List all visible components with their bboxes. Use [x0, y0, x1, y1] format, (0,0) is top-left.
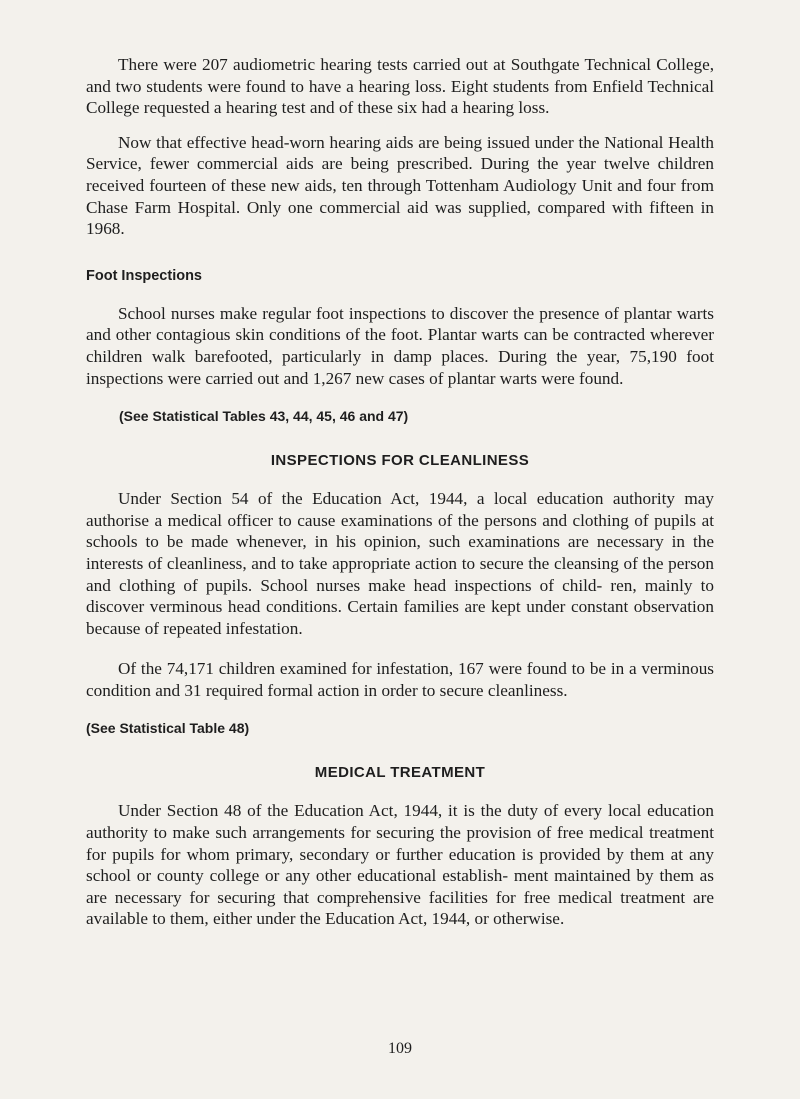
paragraph-audiometric-tests: There were 207 audiometric hearing tests carried out at Southgate Technical College, and two students were found to have a hearing loss. Eight students from Enfield Technical College requested a hearing test and of these six had a hearing loss. [86, 55, 714, 118]
paragraph-cleanliness-section-54: Under Section 54 of the Education Act, 1944, a local education authority may authorise a medical officer to cause examinations of the persons and clothing of pupils at schools to be made whenever, in his opinion, such examinations are necessary in the interests of cleanliness, and to take appropriate action to secure the cleansing of the person and clothing of pupils. School nurses make head inspections of child- ren, mainly to discover verminous head conditions. Certain families are kept under constant observation because of repeated infestation. [86, 489, 714, 638]
cleanliness-reference: (See Statistical Table 48) [86, 720, 250, 737]
foot-inspections-heading: Foot Inspections [86, 267, 202, 284]
cleanliness-heading: INSPECTIONS FOR CLEANLINESS [270, 452, 530, 470]
page-number: 109 [388, 1040, 412, 1057]
foot-inspections-reference: (See Statistical Tables 43, 44, 45, 46 and 47) [119, 408, 409, 425]
paragraph-hearing-aids: Now that effective head-worn hearing aids are being issued under the National Health Service, fewer commercial aids are being prescribed. During the year twelve children received fourteen of these new aids, ten through Tottenham Audiology Unit and four from Chase Farm Hospital. Only one commercial aid was supplied, compared with fifteen in 1968. [86, 132, 714, 239]
paragraph-medical-treatment: Under Section 48 of the Education Act, 1944, it is the duty of every local education authority to make such arrangements for securing the provision of free medical treatment for pupils for whom primary, secondary or further education is provided by them at any school or county college or any other educational establish- ment maintained by them as are necessary for securing that comprehensive facilities for free medical treatment are available to them, either under the Education Act, 1944, or otherwise. [86, 801, 714, 929]
paragraph-infestation-results: Of the 74,171 children examined for infestation, 167 were found to be in a verminous condition and 31 required formal action in order to secure cleanliness. [86, 659, 714, 700]
medical-treatment-heading: MEDICAL TREATMENT [314, 764, 486, 782]
page-content [86, 54, 714, 930]
paragraph-foot-inspections: School nurses make regular foot inspections to discover the presence of plantar warts and other contagious skin conditions of the foot. Plantar warts can be contracted wherever children walk barefooted, particularly in damp places. During the year, 75,190 foot inspections were carried out and 1,267 new cases of plantar warts were found. [86, 303, 714, 388]
